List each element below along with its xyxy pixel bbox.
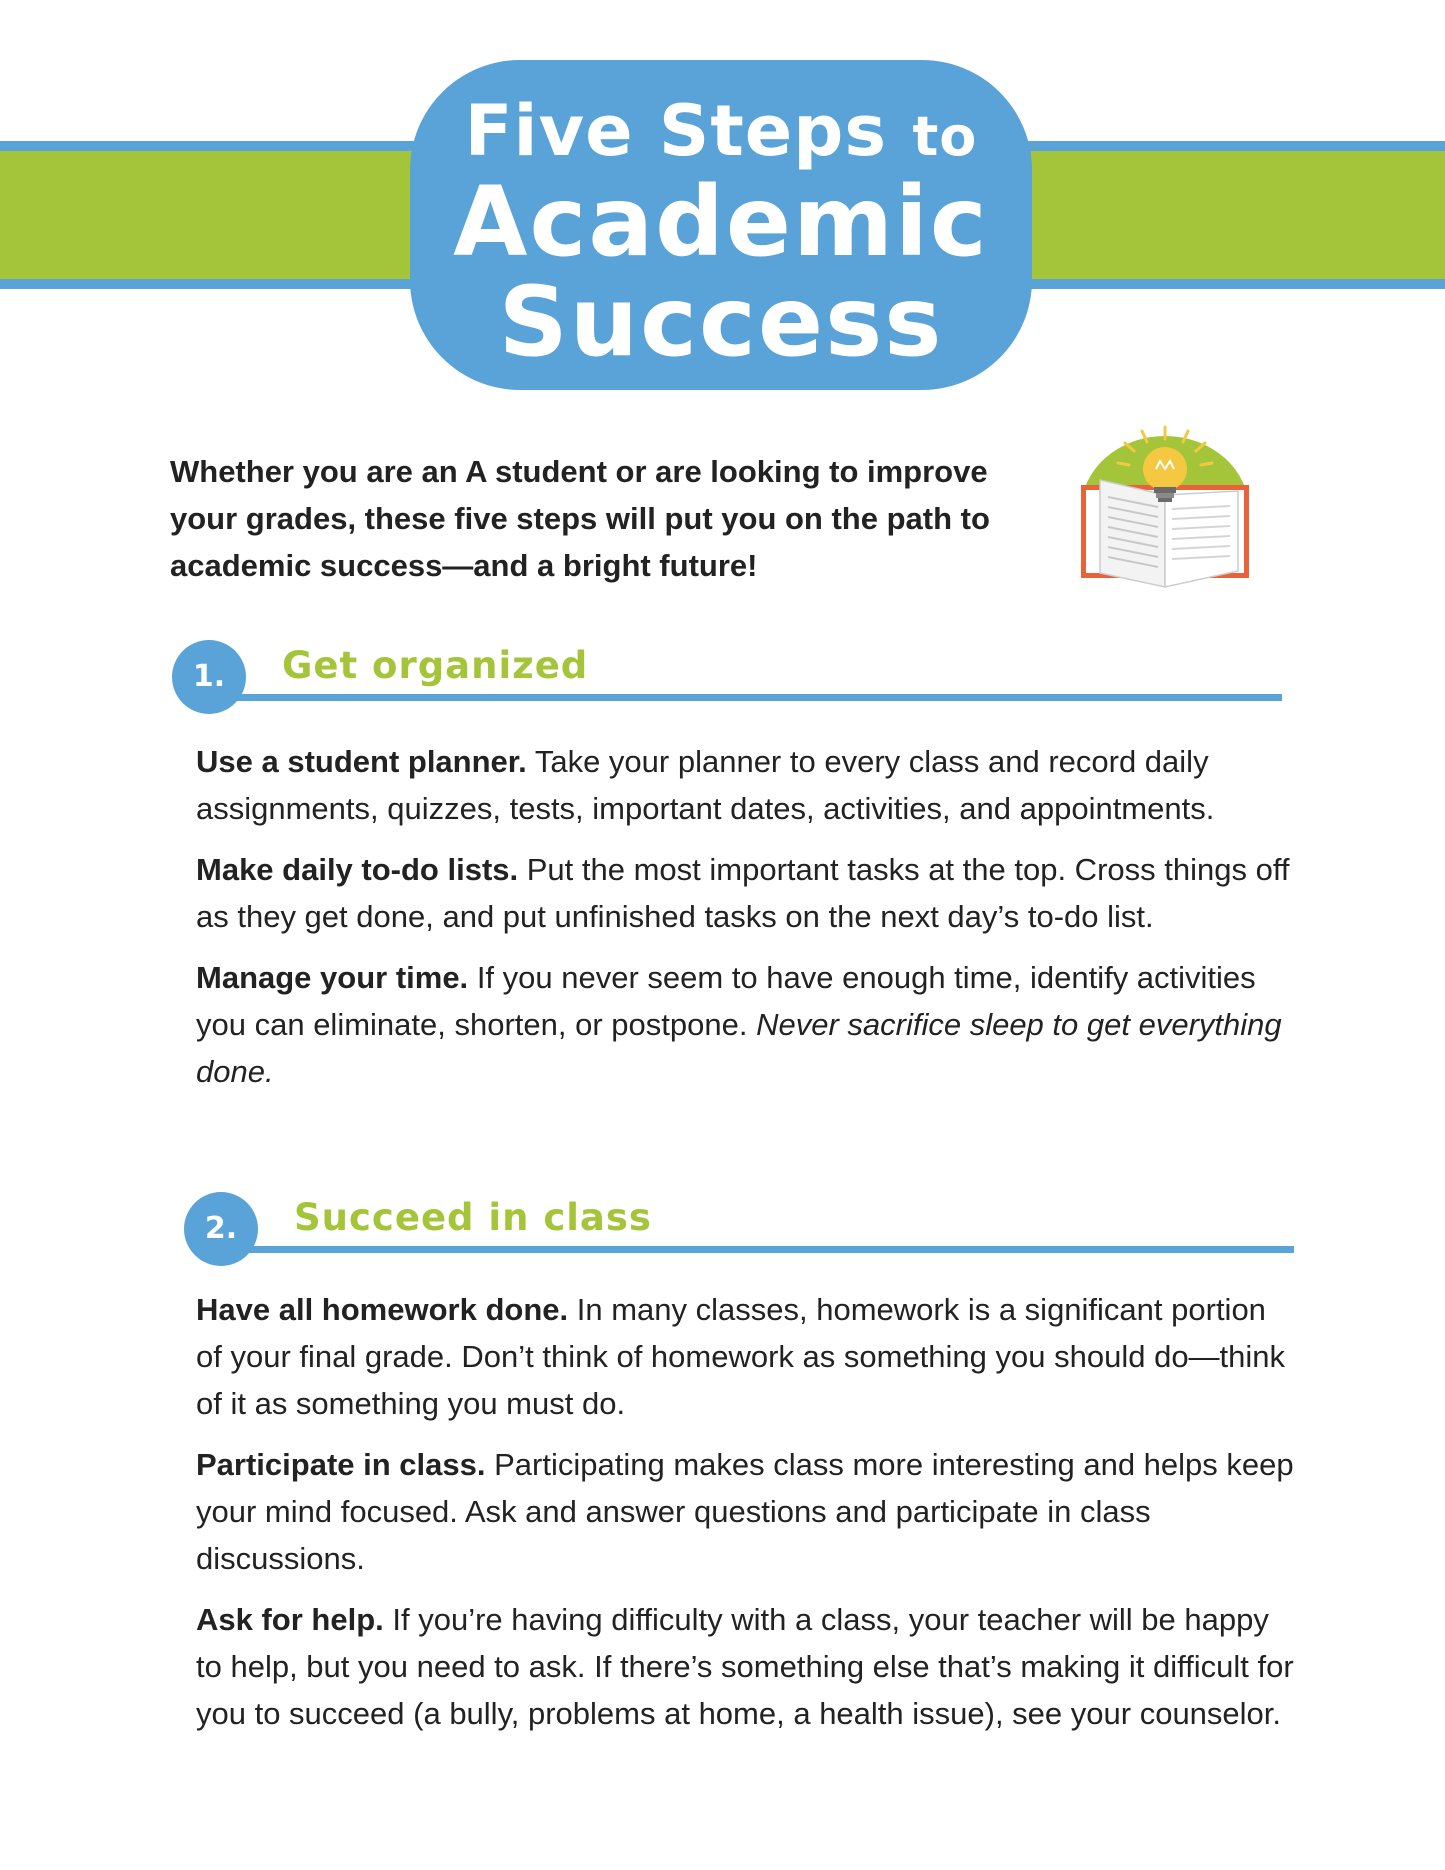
list-item-student-planner — [196, 738, 1296, 832]
section-heading-succeed-in-class — [184, 1192, 1294, 1262]
step-number-badge: 1. — [172, 640, 246, 714]
section-title: Succeed in class — [294, 1196, 652, 1239]
section-title: Get organized — [282, 644, 589, 687]
list-item-participate — [196, 1441, 1296, 1582]
item-text: Participating makes class more interesting and helps keep your mind focused. Ask and answer questions and participate in class discussions. — [196, 1447, 1294, 1576]
item-lead: Have all homework done. — [196, 1292, 569, 1327]
book-lightbulb-icon — [1070, 425, 1260, 590]
item-lead: Participate in class. — [196, 1447, 486, 1482]
section-rule — [212, 694, 1282, 701]
title-line-3: Success — [498, 266, 944, 378]
list-item-manage-time — [196, 954, 1296, 1095]
list-item-homework — [196, 1286, 1296, 1427]
page-title — [410, 60, 1032, 390]
item-lead: Make daily to-do lists. — [196, 852, 519, 887]
step-number-badge: 2. — [184, 1192, 258, 1266]
item-emphasis: Never sacrifice sleep to get everything done. — [196, 1007, 1282, 1089]
section-1-items — [196, 738, 1296, 1109]
item-lead: Manage your time. — [196, 960, 469, 995]
title-line-1 — [410, 90, 1032, 172]
section-2-items — [196, 1286, 1296, 1751]
list-item-ask-for-help — [196, 1596, 1296, 1737]
intro-paragraph: Whether you are an A student or are looking to improve your grades, these five steps will put you on the path to academic success—and a bright future! — [170, 454, 990, 583]
item-text: If you never seem to have enough time, identify activities you can eliminate, shorten, or postpone. — [196, 960, 1256, 1042]
item-text: Take your planner to every class and record daily assignments, quizzes, tests, important dates, activities, and appointments. — [196, 744, 1215, 826]
item-text: Put the most important tasks at the top. Cross things off as they get done, and put unfinished tasks on the next day’s to-do list. — [196, 852, 1290, 934]
item-lead: Use a student planner. — [196, 744, 527, 779]
section-rule — [224, 1246, 1294, 1253]
item-text: In many classes, homework is a significant portion of your final grade. Don’t think of homework as something you should do—think of it as something you must do. — [196, 1292, 1286, 1421]
item-lead: Ask for help. — [196, 1602, 384, 1637]
list-item-to-do-lists — [196, 846, 1296, 940]
title-to: to — [912, 105, 978, 168]
title-five-steps: Five Steps — [464, 90, 888, 172]
section-heading-get-organized — [172, 640, 1282, 710]
title-line-2: Academic — [453, 166, 989, 278]
item-text: If you’re having difficulty with a class, your teacher will be happy to help, but you need to ask. If there’s something else that’s making it difficult for you to succeed (a bully, problems at home, a health issue), see your counselor. — [196, 1602, 1294, 1731]
